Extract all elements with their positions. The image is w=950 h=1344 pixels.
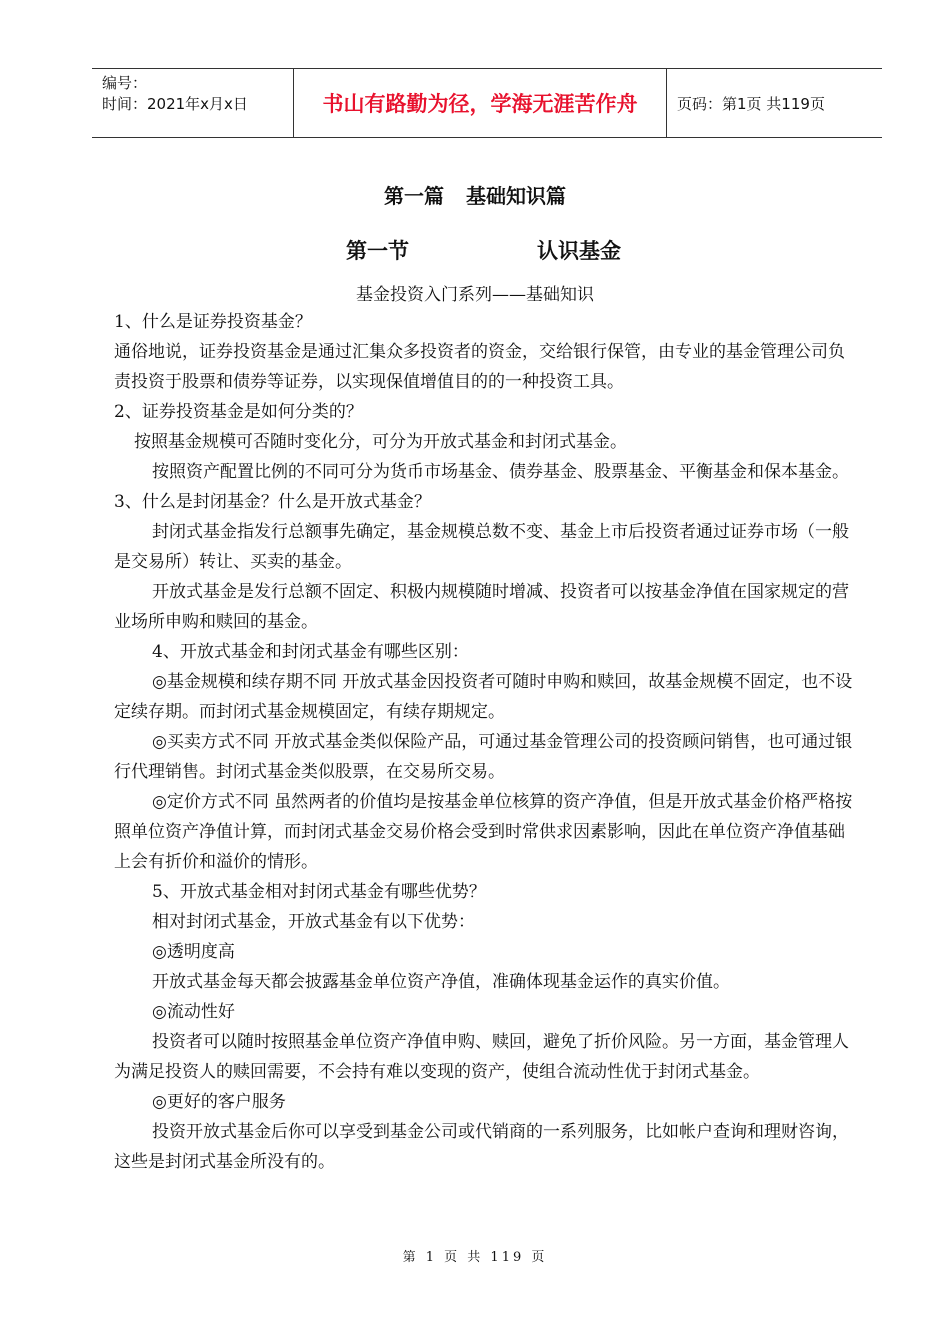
section-number: 第一节 (346, 239, 409, 263)
page-header (92, 68, 882, 138)
document-subtitle: 基金投资入门系列——基础知识 (356, 285, 594, 305)
part-title-name: 基础知识篇 (466, 184, 566, 208)
paragraph: ◎买卖方式不同 开放式基金类似保险产品，可通过基金管理公司的投资顾问销售，也可通过银行代理销售。封闭式基金类似股票，在交易所交易。 (114, 732, 853, 782)
footer-page-number: 第 1 页 共 119 页 (402, 1250, 548, 1265)
header-motto: 书山有路勤为径，学海无涯苦作舟 (293, 69, 667, 137)
section-title: 认识基金 (537, 239, 621, 263)
paragraph: 开放式基金是发行总额不固定、积极内规模随时增减、投资者可以按基金净值在国家规定的营业场所申购和赎回的基金。 (114, 582, 849, 632)
paragraph: 按照资产配置比例的不同可分为货币市场基金、债券基金、股票基金、平衡基金和保本基金。 (152, 462, 849, 482)
question-2: 2、证券投资基金是如何分类的？ (114, 402, 363, 422)
paragraph: 封闭式基金指发行总额事先确定，基金规模总数不变、基金上市后投资者通过证券市场（一般是交易所）转让、买卖的基金。 (114, 522, 849, 572)
paragraph: ◎基金规模和续存期不同 开放式基金因投资者可随时申购和赎回，故基金规模不固定，也不设定续存期。而封闭式基金规模固定，有续存期规定。 (114, 672, 853, 722)
question-1: 1、什么是证券投资基金？ (114, 312, 312, 332)
paragraph: 投资者可以随时按照基金单位资产净值申购、赎回，避免了折价风险。另一方面，基金管理人为满足投资人的赎回需要，不会持有难以变现的资产，使组合流动性优于封闭式基金。 (114, 1032, 849, 1082)
part-title-number: 第一篇 (384, 184, 444, 208)
advantage-heading: ◎透明度高 (152, 942, 235, 962)
part-title (0, 180, 950, 209)
advantage-heading: ◎更好的客户服务 (152, 1092, 286, 1112)
doc-id-label: 编号： (102, 74, 148, 92)
paragraph: 相对封闭式基金，开放式基金有以下优势： (152, 912, 475, 932)
paragraph: 开放式基金每天都会披露基金单位资产净值，准确体现基金运作的真实价值。 (152, 972, 730, 992)
header-page-info: 页码：第1页 共119页 (677, 94, 825, 113)
question-4: 4、开放式基金和封闭式基金有哪些区别： (152, 642, 469, 662)
question-5: 5、开放式基金相对封闭式基金有哪些优势？ (152, 882, 486, 902)
paragraph: 通俗地说，证券投资基金是通过汇集众多投资者的资金，交给银行保管，由专业的基金管理公司负责投资于股票和债券等证券，以实现保值增值目的的一种投资工具。 (114, 342, 845, 392)
question-3: 3、什么是封闭基金？什么是开放式基金？ (114, 492, 431, 512)
header-meta (92, 69, 293, 137)
advantage-heading: ◎流动性好 (152, 1002, 235, 1022)
paragraph: ◎定价方式不同 虽然两者的价值均是按基金单位核算的资产净值，但是开放式基金价格严格按照单位资产净值计算，而封闭式基金交易价格会受到时常供求因素影响，因此在单位资产净值基础上会有折价和溢价的情形。 (114, 792, 853, 872)
paragraph: 投资开放式基金后你可以享受到基金公司或代销商的一系列服务，比如帐户查询和理财咨询，这些是封闭式基金所没有的。 (114, 1122, 849, 1172)
doc-time-label: 时间：2021年x月x日 (102, 95, 248, 113)
body-text (114, 307, 854, 1177)
page-footer (0, 1246, 950, 1265)
paragraph: 按照基金规模可否随时变化分，可分为开放式基金和封闭式基金。 (134, 432, 627, 452)
